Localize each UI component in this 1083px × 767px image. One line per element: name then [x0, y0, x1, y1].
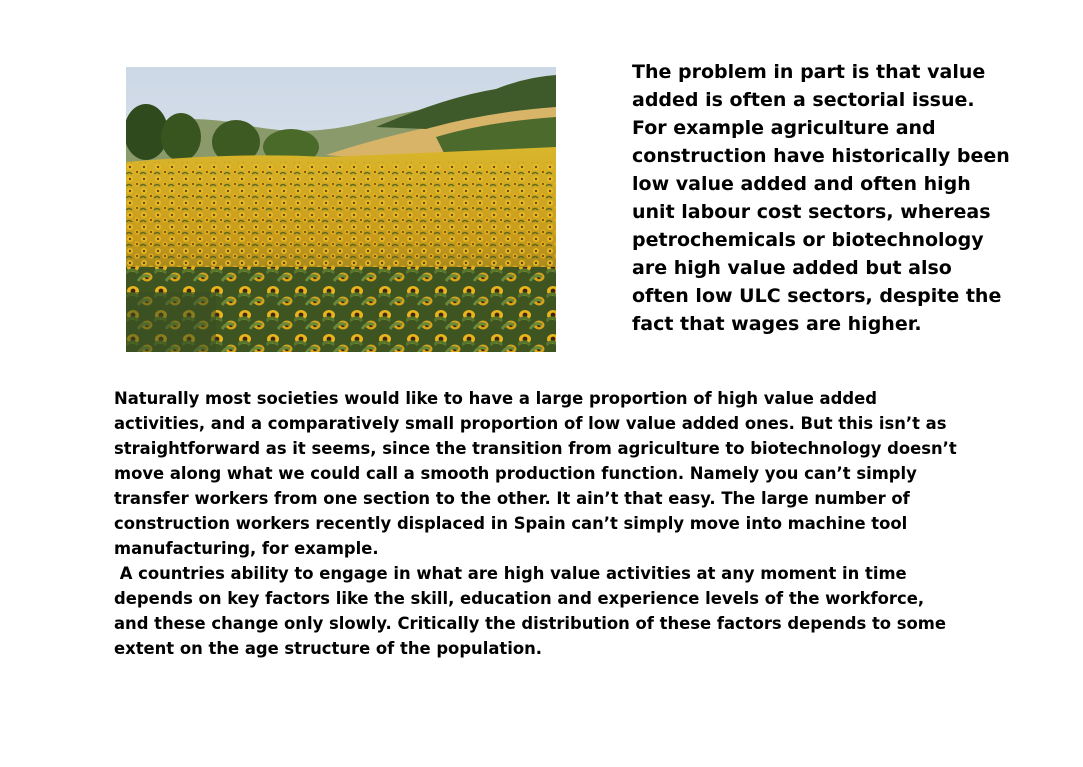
intro-text: The problem in part is that value added is often a sectorial issue. For example agriculture and construction have historically been low value added and often high unit labour cost sectors, whereas petrochemicals or biotechnology are high value added but also often low ULC sectors, despite the fact that wages are higher.: [632, 61, 1010, 335]
sunflower-field-illustration: [126, 67, 556, 352]
sunflower-field-photo: [126, 67, 556, 352]
body-paragraph-2: A countries ability to engage in what are high value activities at any moment in time depends on key factors like the skill, education and experience levels of the workforce, and these change only slowly. Critically the distribution of these factors depends to some extent on the age structure of the population.: [114, 564, 952, 658]
body-paragraph-1: Naturally most societies would like to have a large proportion of high value added activities, and a comparatively small proportion of low value added ones. But this isn’t as straightforward as it seems, since the transition from agriculture to biotechnology doesn’t move along what we could call a smooth production function. Namely you can’t simply transfer workers from one section to the other. It ain’t that easy. The large number of construction workers recently displaced in Spain can’t simply move into machine tool manufacturing, for example.: [114, 389, 957, 558]
